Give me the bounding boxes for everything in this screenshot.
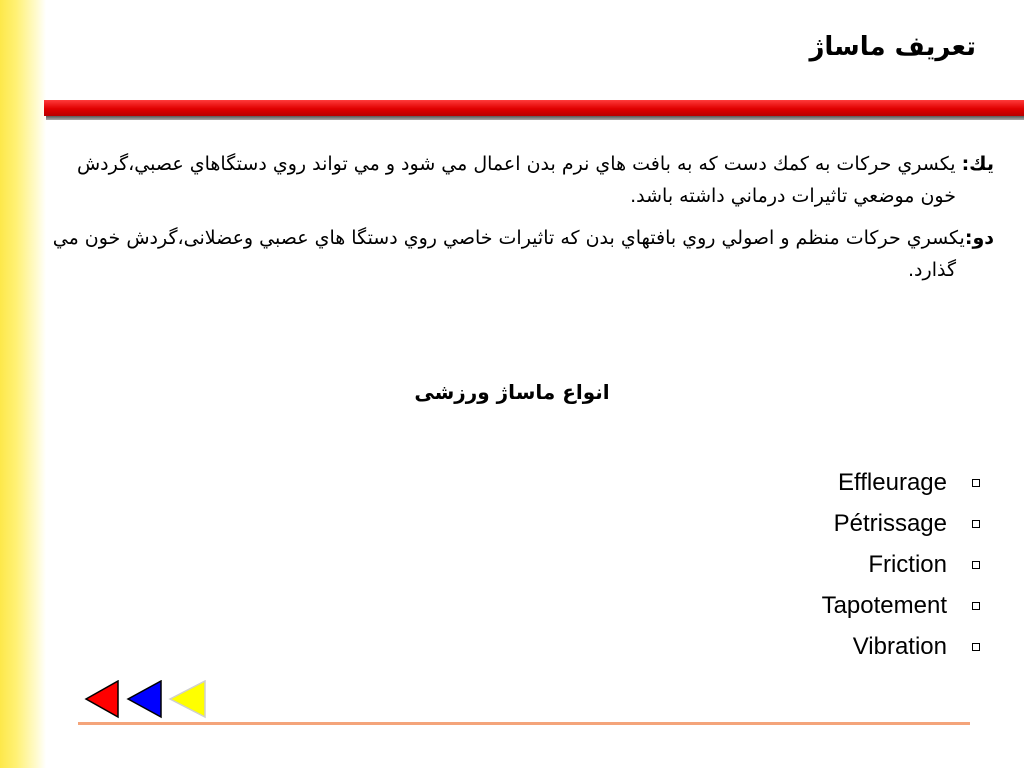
footer-divider [78,722,970,725]
navigation-arrows [84,680,214,720]
square-bullet-icon [972,643,980,651]
slide-navigation [84,680,214,720]
definition-two-key: دو [972,227,994,249]
square-bullet-icon [972,520,980,528]
list-item [822,626,980,667]
title-underline-red [44,100,1024,116]
list-item [822,585,980,626]
definition-one-separator: : [961,153,970,175]
definition-one-key: يك [969,153,994,175]
square-bullet-icon [972,561,980,569]
definitions [52,148,994,296]
list-item [822,462,980,503]
technique-label: Effleurage [838,468,947,496]
technique-label: Tapotement [821,591,947,619]
definition-two-separator: : [964,227,973,249]
massage-technique-list [822,462,980,667]
next-slide-arrow[interactable] [128,681,161,717]
return-arrow[interactable] [170,681,205,717]
definition-one-text: يكسري حركات به كمك دست كه به بافت هاي نرم بدن اعمال مي شود و مي تواند روي دستگاهاي عصبي،گردش خون موضعي تاثيرات درماني داشته باشد. [76,153,962,207]
definition-two-text: يكسري حركات منظم و اصولي روي بافتهاي بدن كه تاثيرات خاصي روي دستگا هاي عصبي وعضلانی،گردش خون مي گذارد. [52,227,965,281]
technique-label: Friction [868,550,947,578]
technique-label: Pétrissage [833,509,947,537]
section-subheading: انواع ماساژ ورزشی [414,380,610,404]
list-item [822,544,980,585]
square-bullet-icon [972,602,980,610]
previous-slide-arrow[interactable] [86,681,118,717]
title-underline-bar [44,100,1024,122]
slide-title: تعريف ماساژ [809,32,976,62]
list-item [822,503,980,544]
definition-two [52,222,994,286]
definition-one [52,148,994,212]
square-bullet-icon [972,479,980,487]
technique-label: Vibration [852,632,947,660]
